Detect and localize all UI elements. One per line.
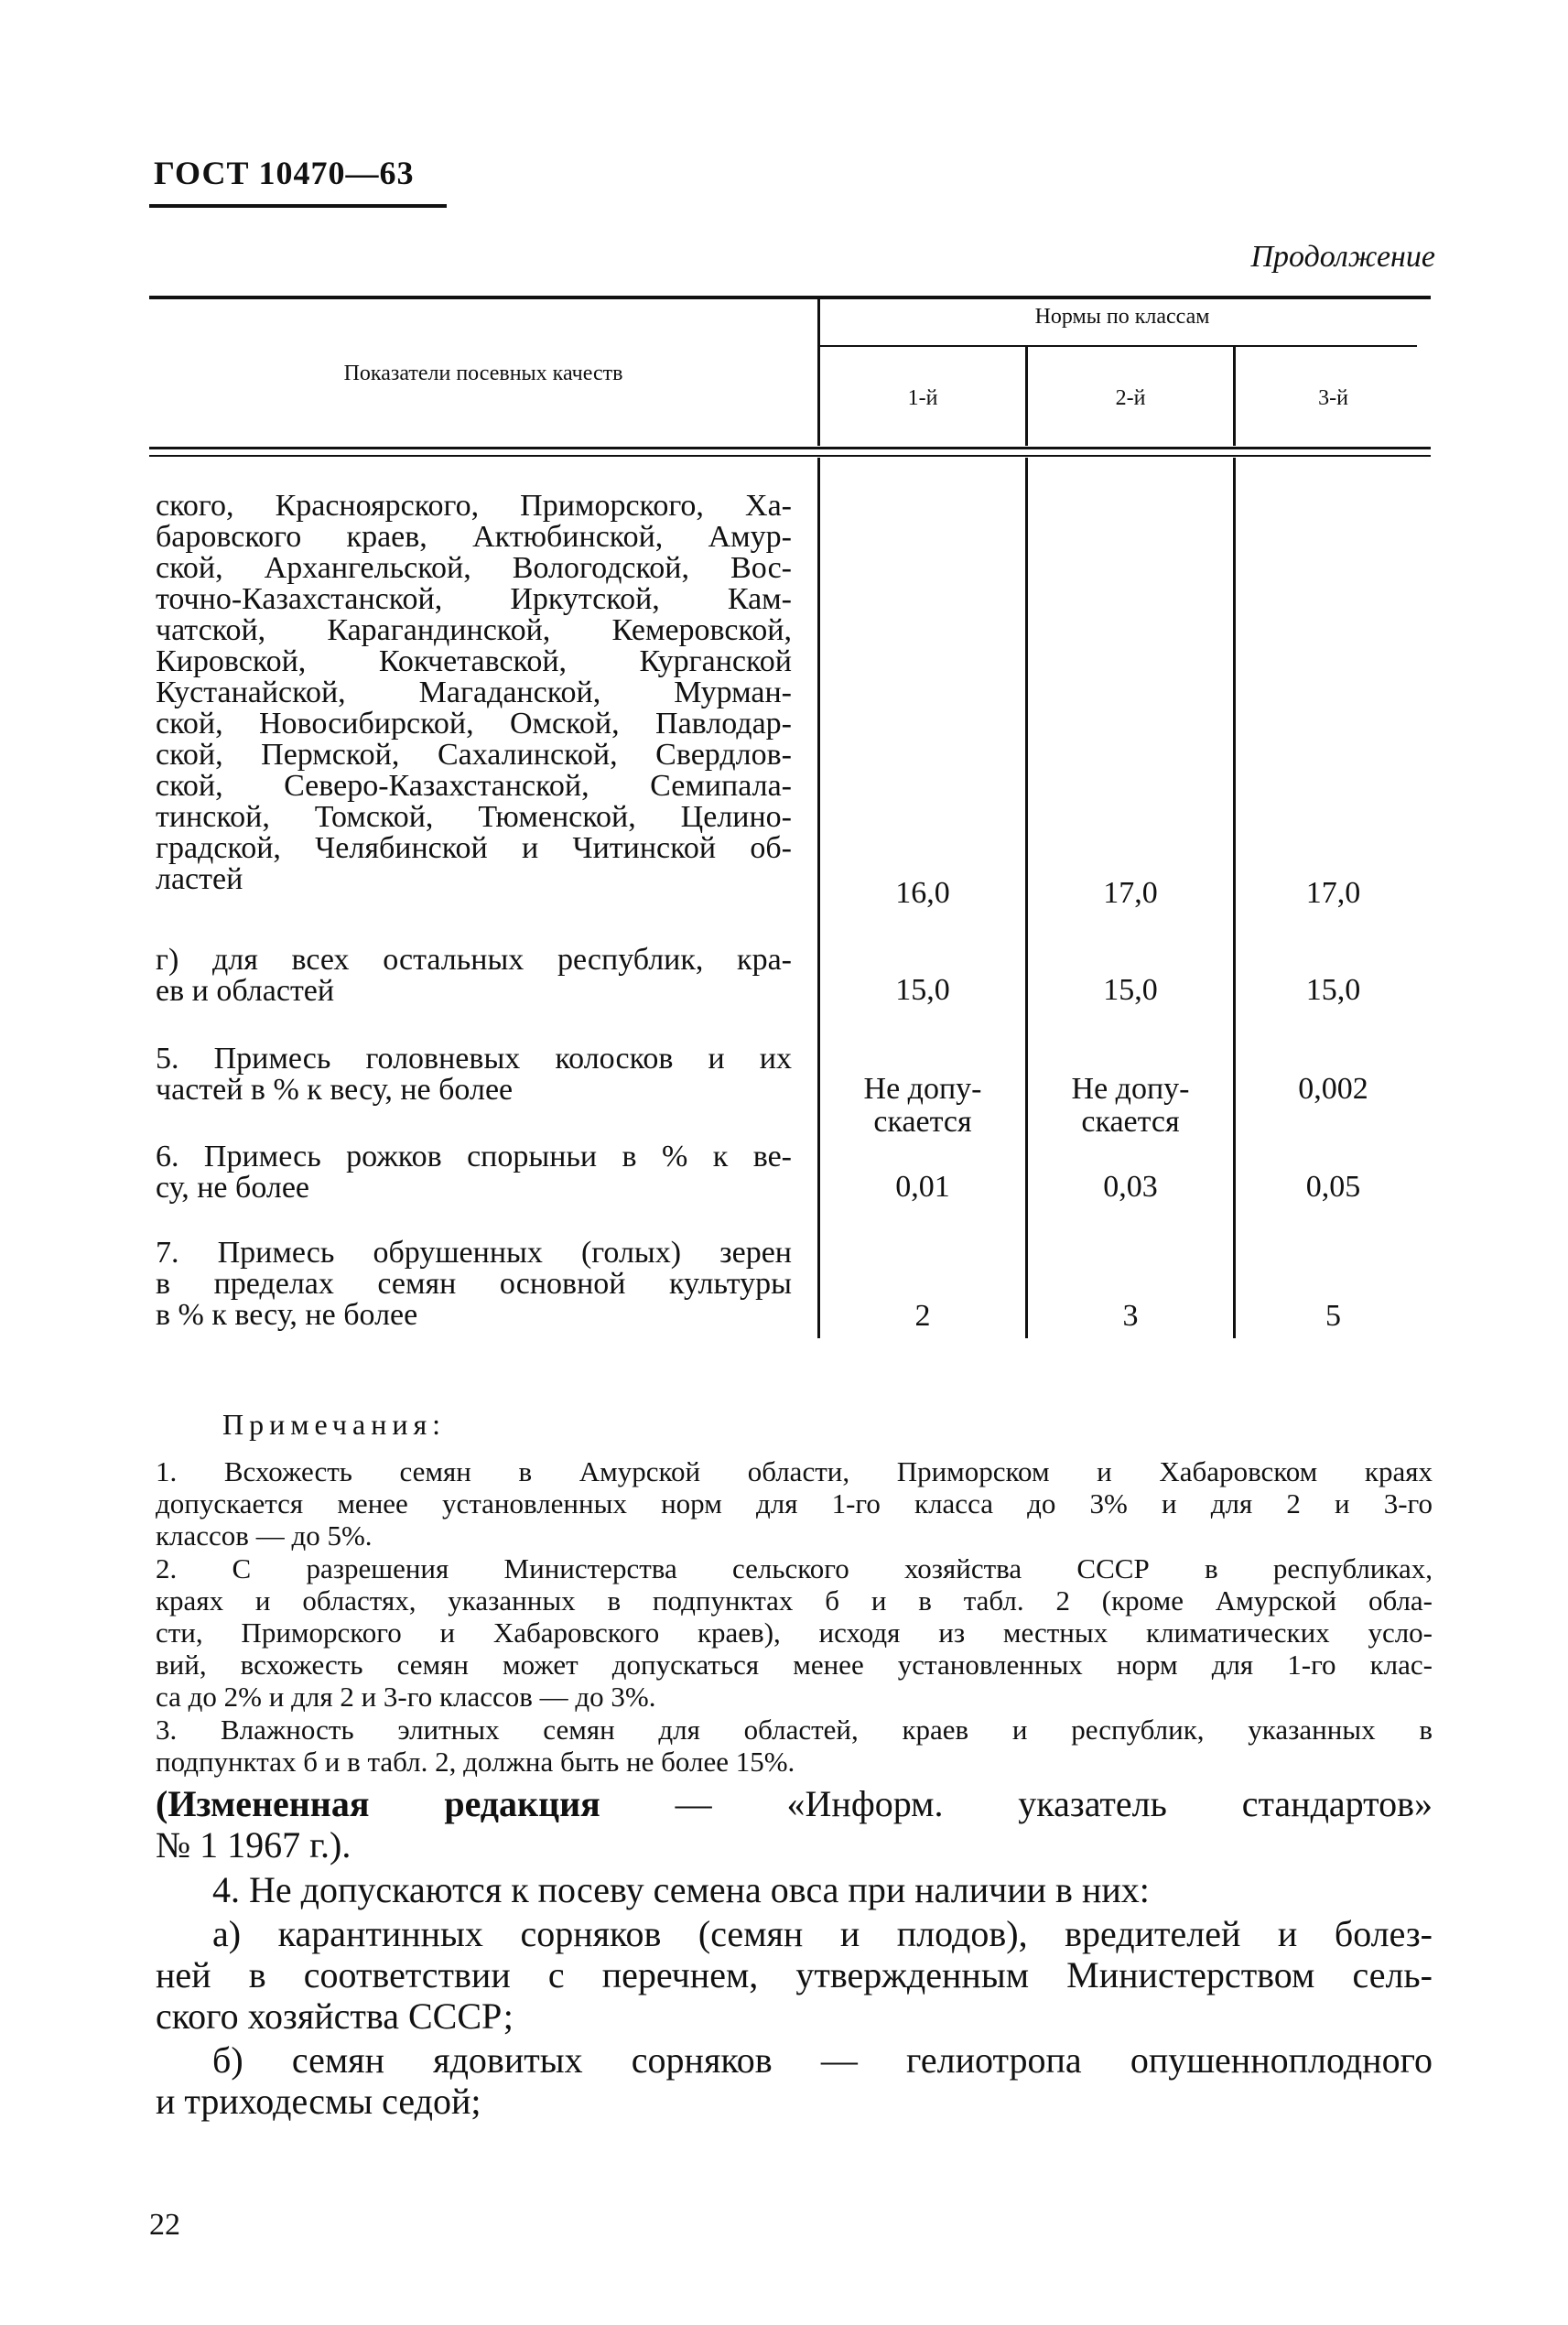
- row-text-line: ластей: [156, 862, 243, 896]
- norms-subheader-rule: [817, 345, 1417, 347]
- note-line: 1. Всхожесть семян в Амурской области, Приморском и Хабаровском краях: [156, 1455, 1433, 1487]
- row-text-line: ского, Красноярского, Приморского, Ха-: [156, 489, 792, 523]
- row-text-line: г) для всех остальных республик, кра-: [156, 943, 792, 977]
- row-2-class-1-value: 15,0: [895, 973, 950, 1007]
- row-text-line: тинской, Томской, Тюменской, Целино-: [156, 800, 792, 834]
- header-rule: [149, 204, 447, 208]
- class-1-header: 1-й: [907, 386, 938, 410]
- notes-title: Примечания:: [222, 1408, 447, 1441]
- clause-line: и триходесмы седой;: [156, 2081, 481, 2122]
- row-text-line: 5. Примесь головневых колосков и их: [156, 1042, 792, 1076]
- row-text-line: ев и областей: [156, 974, 335, 1008]
- row-text-line: Кировской, Кокчетавской, Курганской: [156, 644, 792, 678]
- note-line: сти, Приморского и Хабаровского краев), исходя из местных климатических усло-: [156, 1617, 1433, 1649]
- amendment-reference: [156, 1783, 1433, 1865]
- row-text-line: ской, Пермской, Сахалинской, Свердлов-: [156, 738, 792, 772]
- table-top-rule: [149, 296, 1431, 299]
- row-1-class-2-value: 17,0: [1103, 876, 1158, 910]
- row-text-line: ской, Северо-Казахстанской, Семипала-: [156, 769, 792, 803]
- table-row-hulled-grains: [156, 1238, 792, 1331]
- row-3-class-3-value: 0,002: [1298, 1072, 1368, 1106]
- row-2-class-2-value: 15,0: [1103, 973, 1158, 1007]
- note-1: [156, 1455, 1433, 1552]
- row-5-class-2-value: 3: [1122, 1299, 1139, 1333]
- row-4-class-3-value: 0,05: [1305, 1170, 1361, 1204]
- note-line: вий, всхожесть семян может допускаться менее установленных норм для 1-го клас-: [156, 1649, 1433, 1681]
- clause-line: б) семян ядовитых сорняков — гелиотропа опушенноплодного: [212, 2039, 1433, 2081]
- row-5-class-3-value: 5: [1325, 1299, 1341, 1333]
- row-3-class-2-value: Не допу- скается: [1071, 1072, 1190, 1139]
- amendment-line-2: № 1 1967 г.).: [156, 1824, 351, 1865]
- indicator-column-header: Показатели посевных качеств: [343, 362, 623, 385]
- row-text-line: баровского краев, Актюбинской, Амур-: [156, 520, 792, 554]
- table-header-rule-1: [149, 447, 1431, 449]
- note-line: 2. С разрешения Министерства сельского хозяйства СССР в республиках,: [156, 1552, 1433, 1584]
- table-header-rule-2: [149, 455, 1431, 457]
- page-number: 22: [149, 2208, 180, 2242]
- class-3-header: 3-й: [1318, 386, 1348, 410]
- class-2-header: 2-й: [1115, 386, 1146, 410]
- clause-line: а) карантинных сорняков (семян и плодов), вредителей и болез-: [212, 1913, 1433, 1954]
- amendment-bold: (Измененная редакция: [156, 1783, 600, 1824]
- row-5-class-1-value: 2: [914, 1299, 931, 1333]
- note-3: [156, 1714, 1433, 1778]
- row-text-line: ской, Новосибирской, Омской, Павлодар-: [156, 707, 792, 741]
- amendment-rest: — «Информ. указатель стандартов»: [600, 1783, 1433, 1824]
- row-text-line: ской, Архангельской, Вологодской, Вос-: [156, 551, 792, 585]
- standard-number: ГОСТ 10470—63: [154, 155, 415, 191]
- note-line: краях и областях, указанных в подпунктах б и в табл. 2 (кроме Амурской обла-: [156, 1584, 1433, 1617]
- row-1-class-3-value: 17,0: [1305, 876, 1361, 910]
- table-row-ergot: [156, 1141, 792, 1204]
- table-row-other-regions: [156, 945, 792, 1007]
- row-text-line: точно-Казахстанской, Иркутской, Кам-: [156, 582, 792, 616]
- row-text-line: су, не более: [156, 1171, 310, 1205]
- clause-line: ского хозяйства СССР;: [156, 1995, 514, 2037]
- norms-column-header: Нормы по классам: [1034, 305, 1210, 329]
- row-text-line: чатской, Карагандинской, Кемеровской,: [156, 613, 792, 647]
- table-row-regions: [156, 491, 792, 895]
- row-text-line: в % к весу, не более: [156, 1298, 418, 1332]
- continuation-label: Продолжение: [1250, 240, 1435, 274]
- note-2: [156, 1552, 1433, 1713]
- clause-4-item-a: [156, 1913, 1433, 2037]
- row-4-class-1-value: 0,01: [895, 1170, 950, 1204]
- row-text-line: в пределах семян основной культуры: [156, 1267, 792, 1301]
- note-line: классов — до 5%.: [156, 1519, 373, 1552]
- row-2-class-3-value: 15,0: [1305, 973, 1361, 1007]
- note-line: 3. Влажность элитных семян для областей, краев и республик, указанных в: [156, 1714, 1433, 1746]
- note-line: са до 2% и для 2 и 3-го классов — до 3%.: [156, 1681, 656, 1713]
- row-text-line: 6. Примесь рожков спорыньи в % к ве-: [156, 1140, 792, 1173]
- amendment-line-1: [156, 1783, 1433, 1824]
- note-line: допускается менее установленных норм для 1-го класса до 3% и для 2 и 3-го: [156, 1487, 1433, 1519]
- row-text-line: Кустанайской, Магаданской, Мурман-: [156, 676, 792, 709]
- clause-line: ней в соответствии с перечнем, утвержденным Министерством сель-: [156, 1954, 1433, 1995]
- row-text-line: градской, Челябинской и Читинской об-: [156, 831, 792, 865]
- table-row-smut-ears: [156, 1044, 792, 1106]
- note-line: подпунктах б и в табл. 2, должна быть не более 15%.: [156, 1746, 795, 1778]
- row-1-class-1-value: 16,0: [895, 876, 950, 910]
- row-3-class-1-value: Не допу- скается: [863, 1072, 982, 1139]
- clause-4-item-b: [156, 2039, 1433, 2122]
- row-4-class-2-value: 0,03: [1103, 1170, 1158, 1204]
- clause-4-intro: 4. Не допускаются к посеву семена овса при наличии в них:: [212, 1869, 1150, 1910]
- row-text-line: 7. Примесь обрушенных (голых) зерен: [156, 1236, 792, 1270]
- row-text-line: частей в % к весу, не более: [156, 1073, 514, 1107]
